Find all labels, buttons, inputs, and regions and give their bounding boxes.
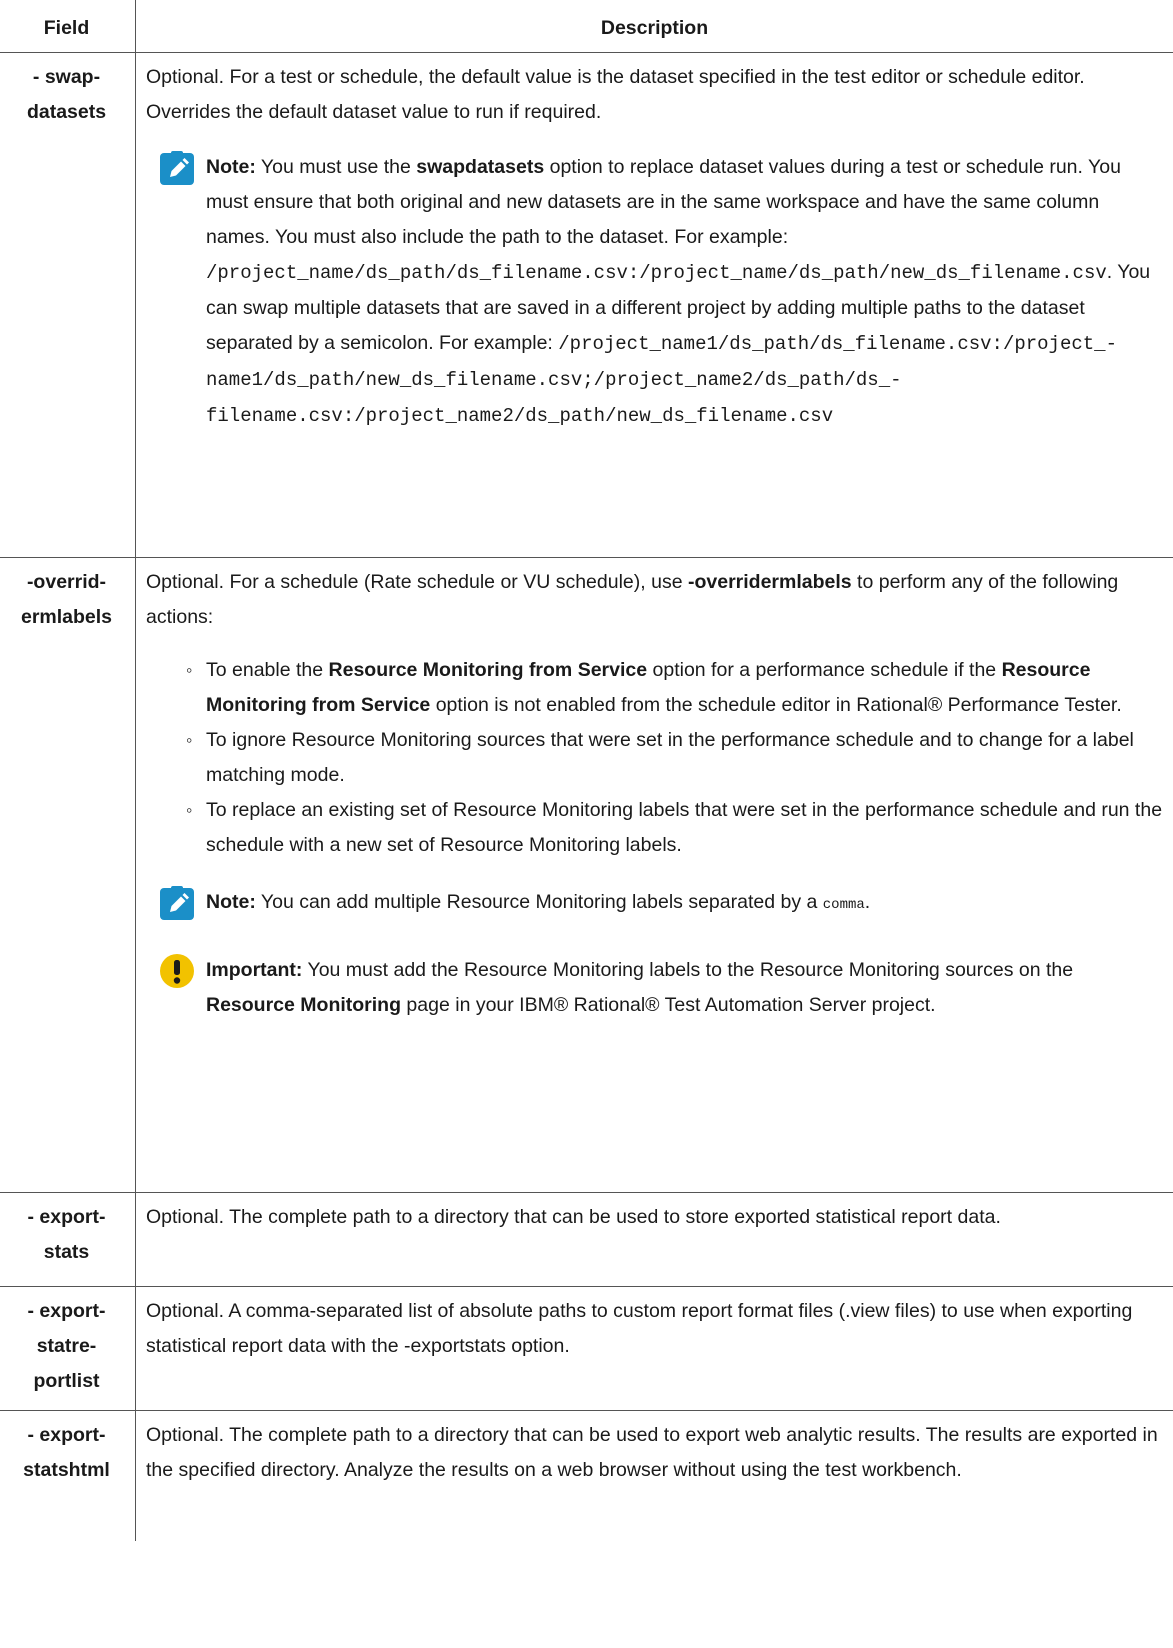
description-text: Optional. The complete path to a directory that can be used to export web analytic results. The results are exported in the specified directory. Analyze the results on a web browser without using the test workbench. bbox=[146, 1424, 1158, 1481]
note-box bbox=[206, 150, 1163, 434]
description-text-part: to perform any of the following actions: bbox=[146, 571, 1119, 628]
option-name: -overridermlabels bbox=[687, 571, 852, 593]
note-code-example: /project_name/ds_path/ds_filename.csv:/project_name/ds_path/new_ds_filename.csv bbox=[206, 262, 1107, 284]
important-text: page in your IBM® Rational® Test Automation Server project. bbox=[401, 994, 936, 1016]
description-text: Optional. A comma-separated list of absolute paths to custom report format files (.view files) to use when exporting statistical report data with the -exportstats option. bbox=[146, 1300, 1133, 1357]
table-row-exportstatshtml bbox=[0, 1411, 1173, 1541]
field-cell bbox=[0, 558, 136, 1192]
note-code: comma bbox=[822, 897, 865, 913]
note-text: option to replace dataset values during a test or schedule run. You must ensure that both original and new datasets are in the same workspace and have the same column names. You must also include the path to the dataset. For example: bbox=[206, 156, 1121, 248]
note-text: You can add multiple Resource Monitoring labels separated by a bbox=[255, 891, 823, 913]
field-name-line: statre- bbox=[36, 1335, 97, 1357]
important-box bbox=[206, 953, 1163, 1023]
list-item-text: option for a performance schedule if the bbox=[647, 659, 1002, 681]
note-text: . bbox=[864, 891, 871, 913]
note-option-name: swapdatasets bbox=[416, 156, 545, 178]
description-cell bbox=[136, 1287, 1173, 1410]
pencil-note-icon bbox=[160, 151, 194, 185]
field-name-line: - swap- bbox=[32, 66, 101, 88]
list-item-text: option is not enabled from the schedule editor in Rational® Performance Tester. bbox=[430, 694, 1122, 716]
option-name: Resource Monitoring from Service bbox=[206, 659, 1091, 716]
description-text: Optional. The complete path to a directory that can be used to store exported statistical report data. bbox=[146, 1206, 1001, 1228]
important-label: Important: bbox=[206, 959, 303, 981]
note-label: Note: bbox=[206, 156, 256, 178]
list-item-text: To enable the bbox=[206, 659, 329, 681]
description-cell bbox=[136, 1193, 1173, 1286]
important-text: You must add the Resource Monitoring labels to the Resource Monitoring sources on the bbox=[302, 959, 1074, 981]
description-text-part: Optional. For a schedule (Rate schedule or VU schedule), use bbox=[146, 571, 688, 593]
field-name-line: stats bbox=[43, 1241, 90, 1263]
table-row-exportstatreportlist bbox=[0, 1287, 1173, 1411]
exclamation-important-icon bbox=[160, 954, 194, 988]
description-cell bbox=[136, 53, 1173, 557]
field-name-line: portlist bbox=[33, 1370, 100, 1392]
field-name-line: -overrid- bbox=[26, 571, 107, 593]
note-text: You must use the bbox=[255, 156, 417, 178]
table-header bbox=[0, 0, 1173, 53]
list-item-text: To ignore Resource Monitoring sources that were set in the performance schedule and to change for a label matching mode. bbox=[206, 729, 1134, 786]
note-text: . You can swap multiple datasets that are saved in a different project by adding multiple paths to the dataset separated by a semicolon. For example: bbox=[206, 261, 1151, 354]
description-cell bbox=[136, 1411, 1173, 1541]
list-item bbox=[186, 653, 1163, 723]
table-row-overridermlabels bbox=[0, 558, 1173, 1193]
field-cell bbox=[0, 1287, 136, 1410]
field-cell bbox=[0, 1411, 136, 1541]
note-box bbox=[206, 885, 1163, 923]
description-text bbox=[146, 565, 1163, 635]
description-text: Optional. For a test or schedule, the default value is the dataset specified in the test editor or schedule editor. Overrides the default dataset value to run if required. bbox=[146, 66, 1085, 123]
field-name-line: - export- bbox=[27, 1424, 106, 1446]
list-item bbox=[186, 723, 1163, 793]
description-cell bbox=[136, 558, 1173, 1192]
list-item bbox=[186, 793, 1163, 863]
note-label: Note: bbox=[206, 891, 256, 913]
page-name: Resource Monitoring bbox=[206, 994, 402, 1016]
field-name-line: datasets bbox=[26, 101, 107, 123]
field-cell bbox=[0, 53, 136, 557]
field-name-line: ermlabels bbox=[20, 606, 113, 628]
action-list bbox=[146, 653, 1163, 863]
note-code-example: /project_name1/ds_path/ds_filename.csv:/project_name1/ds_path/new_ds_filename.csv;/project_name2/ds_path/ds_filename.csv:/project_name2/ds_path/new_ds_filename.csv bbox=[206, 333, 1117, 427]
pencil-note-icon bbox=[160, 886, 194, 920]
header-description: Description bbox=[600, 17, 709, 39]
field-name-line: statshtml bbox=[23, 1459, 110, 1481]
header-field: Field bbox=[0, 0, 136, 52]
table-row-exportstats bbox=[0, 1193, 1173, 1287]
list-item-text: To replace an existing set of Resource Monitoring labels that were set in the performance schedule and run the schedule with a new set of Resource Monitoring labels. bbox=[206, 799, 1163, 856]
field-name-line: - export- bbox=[27, 1206, 106, 1228]
field-name-line: - export- bbox=[27, 1300, 106, 1322]
option-name: Resource Monitoring from Service bbox=[328, 659, 648, 681]
field-cell bbox=[0, 1193, 136, 1286]
table-row-swapdatasets bbox=[0, 53, 1173, 558]
